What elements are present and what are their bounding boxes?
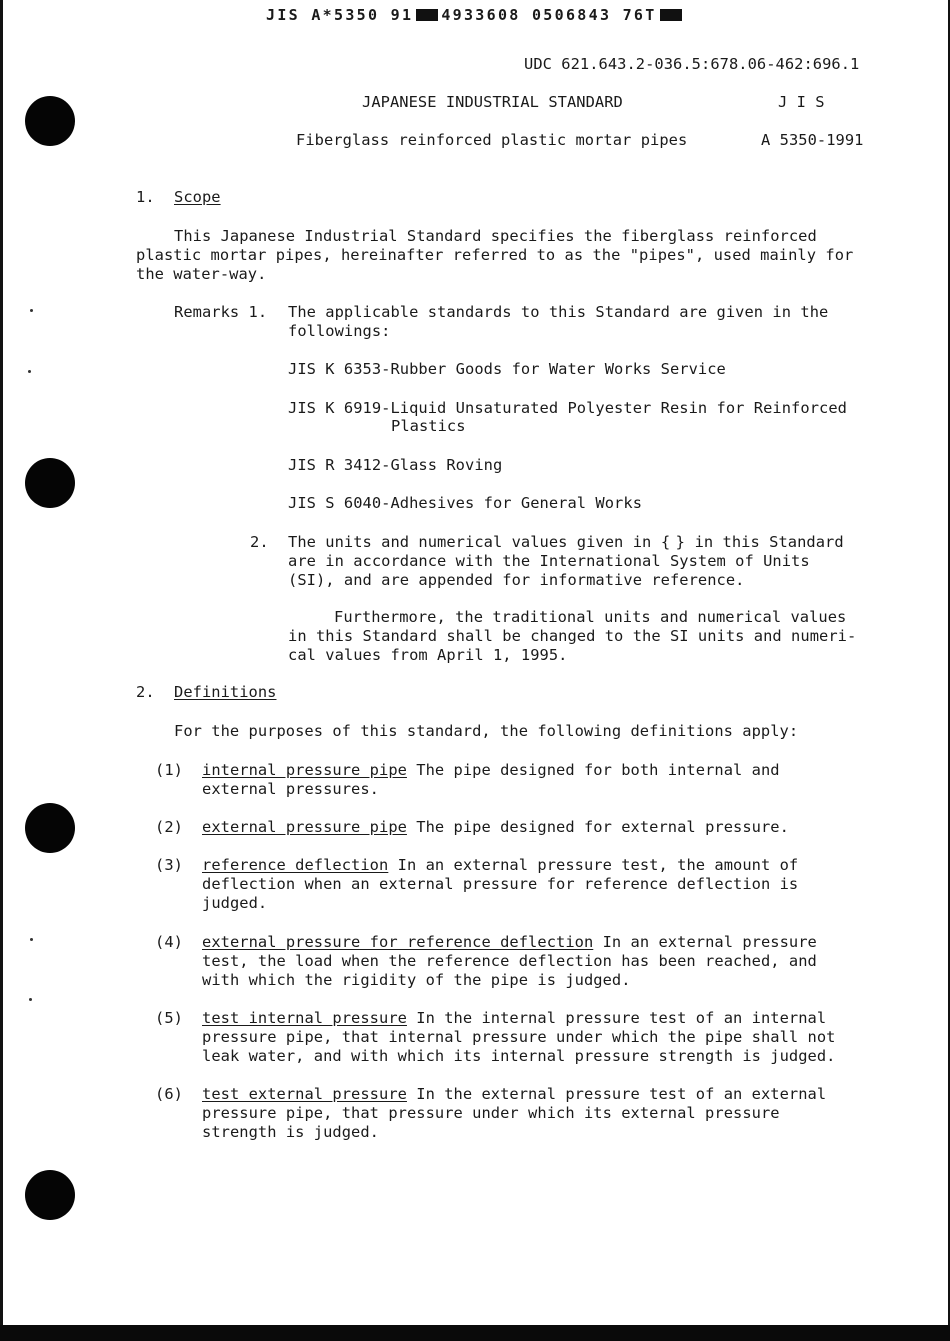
definition-line: test, the load when the reference deflection has been reached, and	[202, 952, 817, 970]
section-number: 1.	[136, 188, 155, 206]
definition-term: internal pressure pipe	[202, 761, 407, 779]
scan-left-edge	[0, 0, 3, 1341]
definition-line: judged.	[202, 894, 268, 912]
standard-name: JAPANESE INDUSTRIAL STANDARD	[362, 93, 623, 111]
definitions-intro: For the purposes of this standard, the following definitions apply:	[174, 722, 799, 740]
scan-bottom-edge	[0, 1325, 950, 1341]
remark-text-line: Furthermore, the traditional units and numerical values	[334, 608, 847, 626]
scan-speck	[29, 998, 32, 1001]
punch-hole	[25, 803, 75, 853]
definition-number: (1)	[155, 761, 183, 779]
remark-text-part: The units and numerical values given in	[288, 533, 661, 551]
code-block-mark	[416, 9, 438, 21]
definition-number: (6)	[155, 1085, 183, 1103]
scope-text-line: the water-way.	[136, 265, 267, 283]
remark-text-line: cal values from April 1, 1995.	[288, 646, 568, 664]
definition-text: In an external pressure	[593, 933, 817, 951]
remark-number: 2.	[250, 533, 269, 551]
definition-text: In the internal pressure test of an internal	[406, 1009, 827, 1027]
definition-text: The pipe designed for external pressure.	[406, 818, 789, 836]
section-heading-definitions: Definitions	[174, 683, 277, 701]
definition-line: pressure pipe, that pressure under which its external pressure	[202, 1104, 780, 1122]
section-number: 2.	[136, 683, 155, 701]
punch-hole	[25, 458, 75, 508]
document-title: Fiberglass reinforced plastic mortar pipes	[296, 131, 688, 149]
definition-line: pressure pipe, that internal pressure under which the pipe shall not	[202, 1028, 836, 1046]
definition-line	[202, 818, 789, 837]
remarks-label: Remarks 1.	[174, 303, 268, 321]
definition-line	[202, 1009, 826, 1028]
punch-hole	[25, 1170, 75, 1220]
definition-text: The pipe designed for both internal and	[406, 761, 780, 779]
definition-number: (3)	[155, 856, 183, 874]
remark-text-line: in this Standard shall be changed to the SI units and numeri-	[288, 627, 857, 645]
code-block-mark	[660, 9, 682, 21]
scan-speck	[28, 370, 31, 373]
definition-text: In an external pressure test, the amount of	[388, 856, 799, 874]
code-part-a: JIS A*5350 91	[266, 6, 414, 24]
scope-text-line: plastic mortar pipes, hereinafter referred to as the "pipes", used mainly for	[136, 246, 854, 264]
definition-line	[202, 1085, 826, 1104]
definition-line	[202, 856, 798, 875]
definition-line: external pressures.	[202, 780, 380, 798]
referenced-standard-cont: Plastics	[391, 417, 466, 435]
scan-speck	[30, 938, 33, 941]
definition-term: external pressure for reference deflection	[202, 933, 594, 951]
definition-term: test external pressure	[202, 1085, 407, 1103]
standard-number: A 5350-1991	[761, 131, 864, 149]
definition-line	[202, 933, 817, 952]
brace-symbol: { }	[660, 533, 686, 551]
document-code-line	[266, 5, 685, 25]
remark-text-line: followings:	[288, 322, 391, 340]
remark-text-part: in this Standard	[685, 533, 844, 551]
definition-line: with which the rigidity of the pipe is judged.	[202, 971, 631, 989]
referenced-standard: JIS R 3412-Glass Roving	[288, 456, 503, 474]
definition-number: (5)	[155, 1009, 183, 1027]
remark-text-line: are in accordance with the International System of Units	[288, 552, 810, 570]
jis-mark: J I S	[778, 93, 825, 111]
definition-term: external pressure pipe	[202, 818, 407, 836]
section-heading-scope: Scope	[174, 188, 221, 206]
definition-line	[202, 761, 780, 780]
remark-text-line	[288, 533, 844, 552]
definition-line: leak water, and with which its internal pressure strength is judged.	[202, 1047, 836, 1065]
definition-term: reference deflection	[202, 856, 389, 874]
definition-number: (4)	[155, 933, 183, 951]
definition-line: deflection when an external pressure for reference deflection is	[202, 875, 799, 893]
referenced-standard: JIS S 6040-Adhesives for General Works	[288, 494, 643, 512]
code-part-b: 4933608 0506843 76T	[441, 6, 657, 24]
referenced-standard: JIS K 6919-Liquid Unsaturated Polyester Resin for Reinforced	[288, 399, 847, 417]
udc-number: UDC 621.643.2-036.5:678.06-462:696.1	[524, 55, 860, 73]
definition-number: (2)	[155, 818, 183, 836]
punch-hole	[25, 96, 75, 146]
definition-text: In the external pressure test of an external	[406, 1085, 827, 1103]
scope-text-line: This Japanese Industrial Standard specifies the fiberglass reinforced	[174, 227, 817, 245]
remark-text-line: (SI), and are appended for informative reference.	[288, 571, 745, 589]
definition-line: strength is judged.	[202, 1123, 380, 1141]
definition-term: test internal pressure	[202, 1009, 407, 1027]
scan-speck	[30, 309, 33, 312]
remark-text-line: The applicable standards to this Standard are given in the	[288, 303, 829, 321]
referenced-standard: JIS K 6353-Rubber Goods for Water Works Service	[288, 360, 726, 378]
